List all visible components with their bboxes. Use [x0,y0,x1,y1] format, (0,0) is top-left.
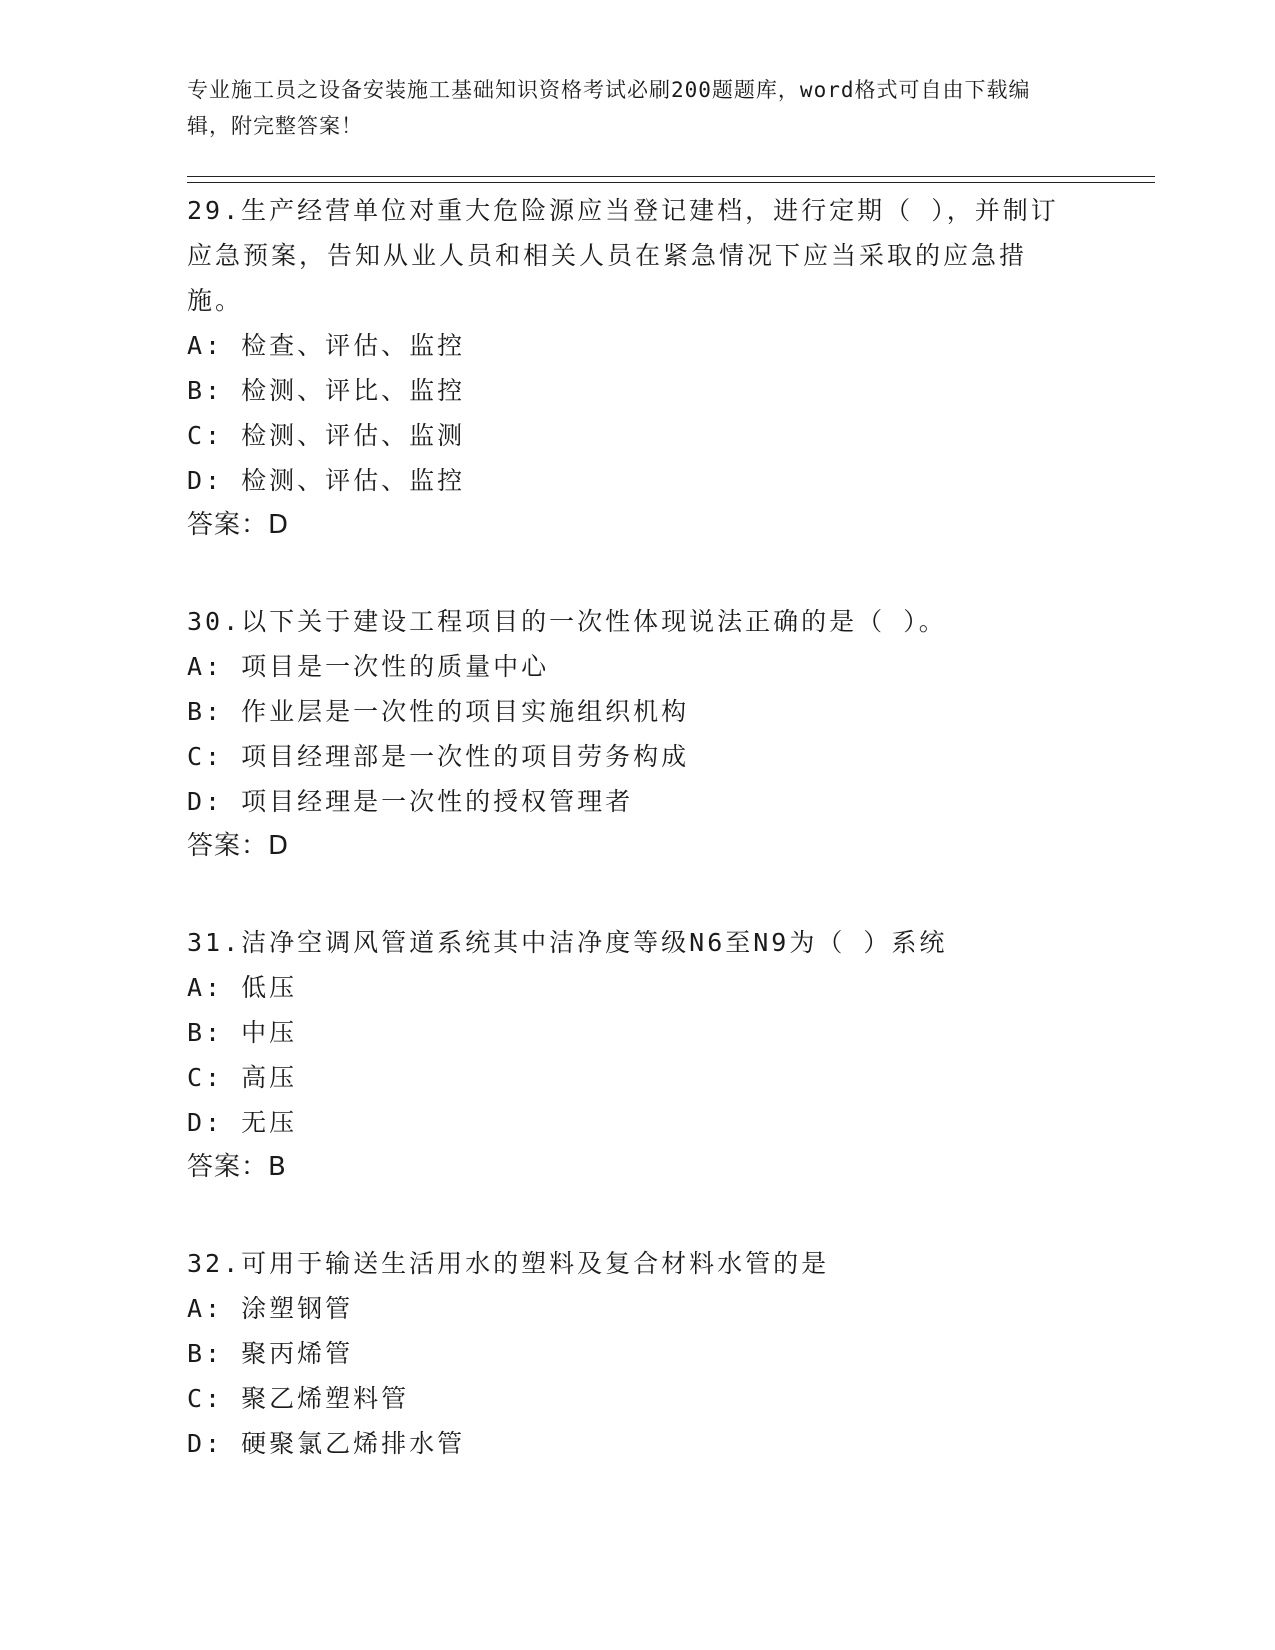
answer-text: 答案：D [187,831,290,861]
option-c: C: 项目经理部是一次性的项目劳务构成 [187,742,690,771]
option-b: B: 中压 [187,1018,298,1047]
option-a: A: 检查、评估、监控 [187,331,466,360]
option-d: D: 检测、评估、监控 [187,466,466,495]
option-a: A: 项目是一次性的质量中心 [187,652,550,681]
question-stem: 30.以下关于建设工程项目的一次性体现说法正确的是（ ）。 [187,607,947,636]
question-29 [187,188,1067,548]
document-header: 专业施工员之设备安装施工基础知识资格考试必刷200题题库，word格式可自由下载编辑，附完整答案！ [187,78,1031,138]
answer-text: 答案：B [187,1152,287,1182]
option-d: D: 硬聚氯乙烯排水管 [187,1429,466,1458]
header-divider-bottom [187,182,1155,183]
question-list [187,188,1067,1517]
option-d: D: 项目经理是一次性的授权管理者 [187,787,634,816]
option-b: B: 检测、评比、监控 [187,376,466,405]
option-c: C: 聚乙烯塑料管 [187,1384,410,1413]
option-d: D: 无压 [187,1108,298,1137]
question-32 [187,1241,1067,1466]
header-divider-top [187,176,1155,177]
option-a: A: 低压 [187,973,298,1002]
option-a: A: 涂塑钢管 [187,1294,354,1323]
option-b: B: 聚丙烯管 [187,1339,354,1368]
answer-text: 答案：D [187,510,290,540]
question-31 [187,920,1067,1190]
option-b: B: 作业层是一次性的项目实施组织机构 [187,697,690,726]
question-stem: 32.可用于输送生活用水的塑料及复合材料水管的是 [187,1249,830,1278]
option-c: C: 检测、评估、监测 [187,421,466,450]
question-30 [187,599,1067,869]
question-stem: 31.洁净空调风管道系统其中洁净度等级N6至N9为（ ）系统 [187,928,948,957]
question-stem: 29.生产经营单位对重大危险源应当登记建档，进行定期（ ），并制订应急预案，告知从业人员和相关人员在紧急情况下应当采取的应急措施。 [187,196,1059,315]
option-c: C: 高压 [187,1063,298,1092]
